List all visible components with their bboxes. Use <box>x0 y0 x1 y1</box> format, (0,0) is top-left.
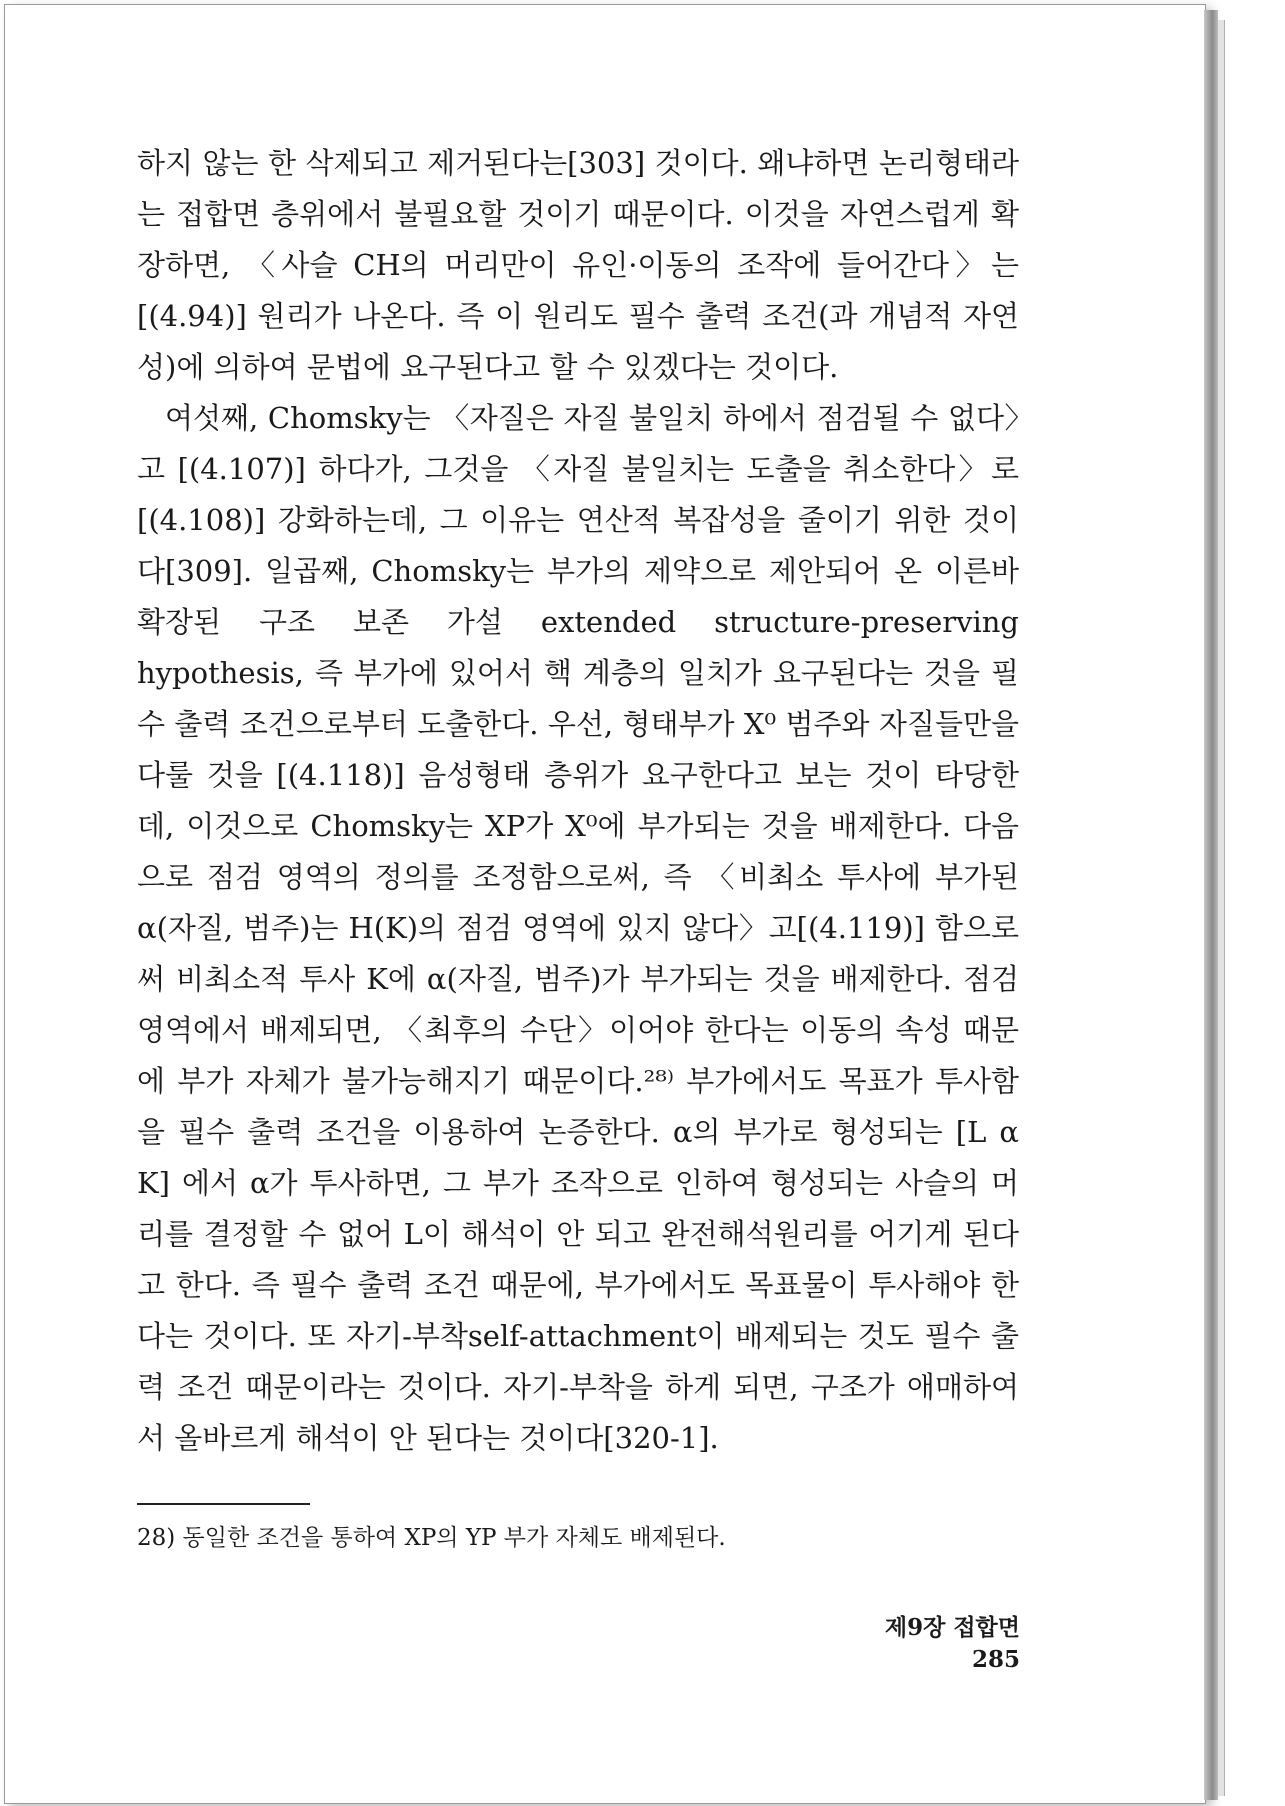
footnote-divider <box>137 1503 310 1505</box>
chapter-title: 제9장 접합면 <box>884 1614 1020 1641</box>
footnote-28: 28) 동일한 조건을 통하여 XP의 YP 부가 자체도 배제된다. <box>137 1525 726 1551</box>
running-footer <box>835 1612 1020 1676</box>
page-stack-edge <box>1204 10 1218 1800</box>
paragraph-2: 여섯째, Chomsky는 〈자질은 자질 불일치 하에서 점검될 수 없다〉고 [(4.107)] 하다가, 그것을 〈자질 불일치는 도출을 취소한다〉로 [(4.108)] 강화하는데, 그 이유는 연산적 복잡성을 줄이기 위한 것이다[309]. 일곱째, Chomsky는 부가의 제약으로 제안되어 온 이른바 확장된 구조 보존 가설 extended structure-preserving hypothesis, 즉 부가에 있어서 핵 계층의 일치가 요구된다는 것을 필수 출력 조건으로부터 도출한다. 우선, 형태부가 X⁰ 범주와 자질들만을 다룰 것을 [(4.118)] 음성형태 층위가 요구한다고 보는 것이 타당한데, 이것으로 Chomsky는 XP가 X⁰에 부가되는 것을 배제한다. 다음으로 점검 영역의 정의를 조정함으로써, 즉 〈비최소 투사에 부가된 α(자질, 범주)는 H(K)의 점검 영역에 있지 않다〉고[(4.119)] 함으로써 비최소적 투사 K에 α(자질, 범주)가 부가되는 것을 배제한다. 점검 영역에서 배제되면, 〈최후의 수단〉이어야 한다는 이동의 속성 때문에 부가 자체가 불가능해지기 때문이다.²⁸⁾ 부가에서도 목표가 투사함을 필수 출력 조건을 이용하여 논증한다. α의 부가로 형성되는 [L α K] 에서 α가 투사하면, 그 부가 조작으로 인하여 형성되는 사슬의 머리를 결정할 수 없어 L이 해석이 안 되고 완전해석원리를 어기게 된다고 한다. 즉 필수 출력 조건 때문에, 부가에서도 목표물이 투사해야 한다는 것이다. 또 자기-부착self-attachment이 배제되는 것도 필수 출력 조건 때문이라는 것이다. 자기-부착을 하게 되면, 구조가 애매하여서 올바르게 해석이 안 된다는 것이다[320-1]. <box>137 401 1019 1455</box>
body-text <box>137 138 1019 1464</box>
page-stack-edge-outer <box>1218 20 1225 1796</box>
paragraph-1: 하지 않는 한 삭제되고 제거된다는[303] 것이다. 왜냐하면 논리형태라는 접합면 층위에서 불필요할 것이기 때문이다. 이것을 자연스럽게 확장하면, 〈사슬 CH의 머리만이 유인·이동의 조작에 들어간다〉는 [(4.94)] 원리가 나온다. 즉 이 원리도 필수 출력 조건(과 개념적 자연성)에 의하여 문법에 요구된다고 할 수 있겠다는 것이다. <box>137 146 1019 384</box>
page-number: 285 <box>971 1646 1020 1673</box>
